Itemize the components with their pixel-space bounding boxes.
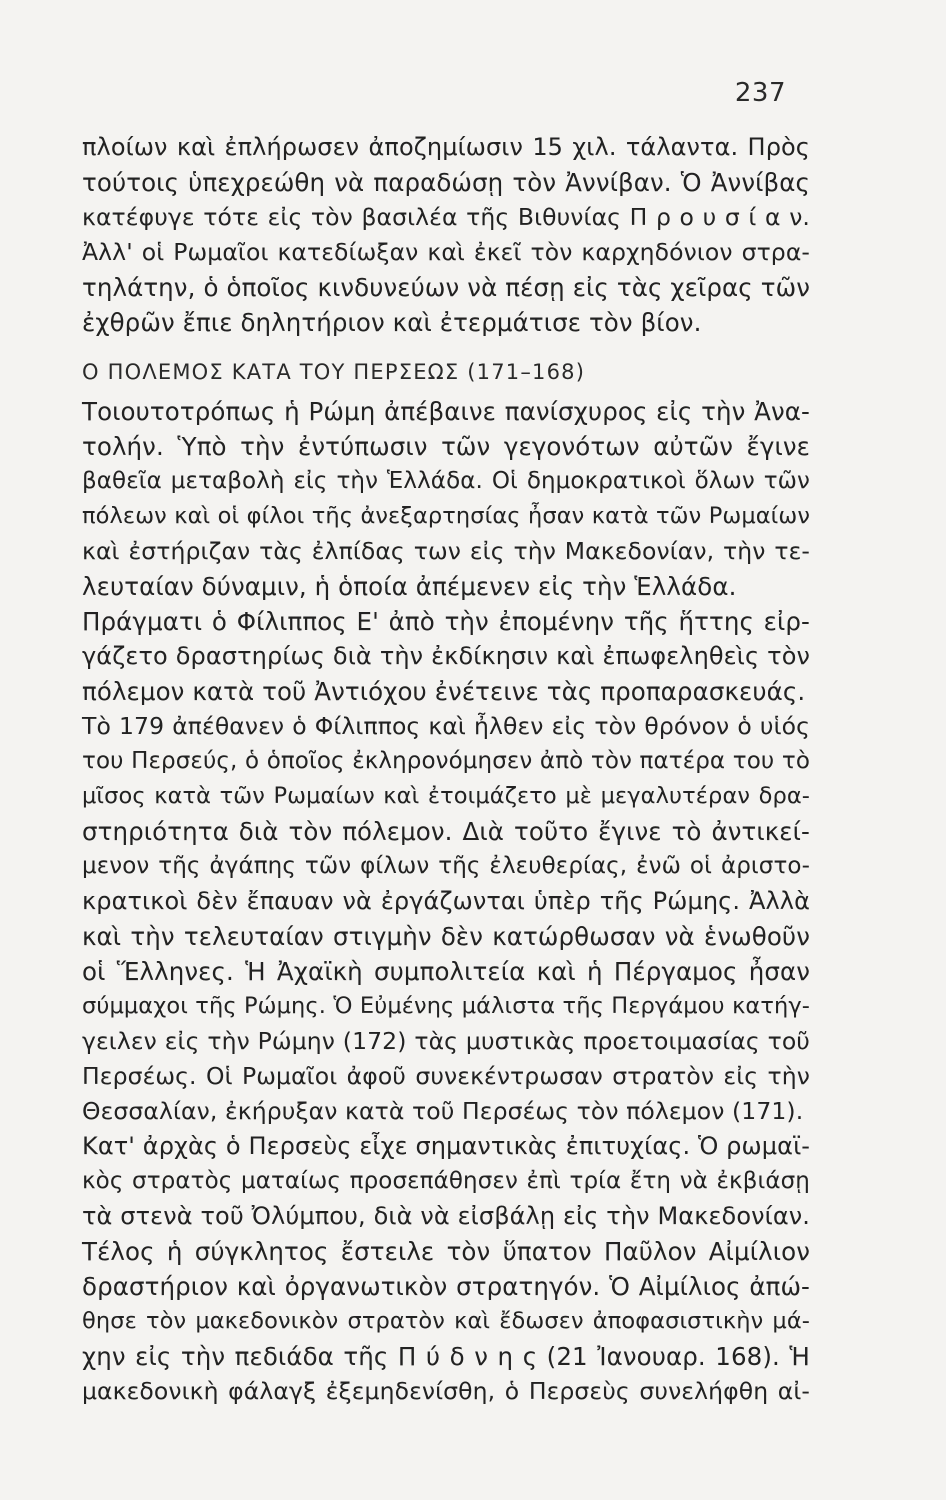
text-line: πόλεμον κατὰ τοῦ Ἀντιόχου ἐνέτεινε τὰς προπαρασκευάς. — [82, 677, 806, 706]
text-line: Κατ' ἀρχὰς ὁ Περσεὺς εἶχε σημαντικὰς ἐπιτυχίας. Ὁ ρωμαϊ- — [82, 1132, 810, 1160]
text-line: ἐχθρῶν ἔπιε δηλητήριον καὶ ἐτερμάτισε τὸν βίον. — [82, 308, 702, 337]
text-line: Θεσσαλίαν, ἐκήρυξαν κατὰ τοῦ Περσέως τὸν πόλεμον (171). — [82, 1097, 804, 1125]
text-line: οἱ Ἕλληνες. Ἡ Ἀχαϊκὴ συμπολιτεία καὶ ἡ Πέργαμος ἦσαν — [82, 957, 810, 986]
text-line: Περσέως. Οἱ Ρωμαῖοι ἀφοῦ συνεκέντρωσαν στρατὸν εἰς τὴν — [82, 1062, 810, 1090]
text-line: σύμμαχοι τῆς Ρώμης. Ὁ Εὐμένης μάλιστα τῆς Περγάμου κατήγ- — [82, 993, 810, 1019]
text-line: τηλάτην, ὁ ὁποῖος κινδυνεύων νὰ πέσῃ εἰς τὰς χεῖρας τῶν — [82, 273, 810, 302]
text-line: λευταίαν δύναμιν, ἡ ὁποία ἀπέμενεν εἰς τὴν Ἑλλάδα. — [82, 572, 737, 601]
text-line: του Περσεύς, ὁ ὁποῖος ἐκληρονόμησεν ἀπὸ τὸν πατέρα του τὸ — [82, 748, 810, 774]
text-line: κὸς στρατὸς ματαίως προσεπάθησεν ἐπὶ τρία ἔτη νὰ ἐκβιάσῃ — [82, 1168, 810, 1194]
text-line: Ἀλλ' οἱ Ρωμαῖοι κατεδίωξαν καὶ ἐκεῖ τὸν καρχηδόνιον στρα- — [82, 238, 810, 266]
text-line: πόλεων καὶ οἱ φίλοι τῆς ἀνεξαρτησίας ἦσαν κατὰ τῶν Ρωμαίων — [82, 503, 810, 529]
text-line: δραστήριον καὶ ὀργανωτικὸν στρατηγόν. Ὁ Αἰμίλιος ἀπώ- — [82, 1272, 810, 1301]
page-number: 237 — [734, 78, 786, 108]
text-line: βαθεῖα μεταβολὴ εἰς τὴν Ἑλλάδα. Οἱ δημοκρατικοὶ ὅλων τῶν — [82, 468, 810, 494]
section-heading: Ο ΠΟΛΕΜΟΣ ΚΑΤΑ ΤΟΥ ΠΕΡΣΕΩΣ (171–168) — [82, 360, 586, 384]
text-line: κρατικοὶ δὲν ἔπαυαν νὰ ἐργάζωνται ὑπὲρ τῆς Ρώμης. Ἀλλὰ — [82, 887, 810, 915]
text-line: καὶ τὴν τελευταίαν στιγμὴν δὲν κατώρθωσαν νὰ ἑνωθοῦν — [82, 922, 810, 951]
text-line: χην εἰς τὴν πεδιάδα τῆς Π ύ δ ν η ς (21 Ἰανουαρ. 168). Ἡ — [82, 1342, 810, 1371]
paragraph-block-2 — [82, 394, 810, 1409]
text-line: Τὸ 179 ἀπέθανεν ὁ Φίλιππος καὶ ἦλθεν εἰς τὸν θρόνον ὁ υἱός — [82, 712, 810, 740]
paragraph-block-1 — [82, 130, 810, 340]
text-line: μενον τῆς ἀγάπης τῶν φίλων τῆς ἐλευθερίας, ἐνῶ οἱ ἀριστο- — [82, 853, 810, 879]
text-line: γάζετο δραστηρίως διὰ τὴν ἐκδίκησιν καὶ ἐπωφεληθεὶς τὸν — [82, 642, 810, 670]
text-line: γειλεν εἰς τὴν Ρώμην (172) τὰς μυστικὰς προετοιμασίας τοῦ — [82, 1027, 810, 1055]
text-line: στηριότητα διὰ τὸν πόλεμον. Διὰ τοῦτο ἔγινε τὸ ἀντικεί- — [82, 817, 810, 846]
text-line: Τοιουτοτρόπως ἡ Ρώμη ἀπέβαινε πανίσχυρος εἰς τὴν Ἀνα- — [82, 397, 810, 426]
text-line: κατέφυγε τότε εἰς τὸν βασιλέα τῆς Βιθυνίας Π ρ ο υ σ ί α ν. — [82, 203, 810, 231]
text-line: τὰ στενὰ τοῦ Ὀλύμπου, διὰ νὰ εἰσβάλῃ εἰς τὴν Μακεδονίαν. — [82, 1202, 810, 1230]
text-line: τολήν. Ὑπὸ τὴν ἐντύπωσιν τῶν γεγονότων αὐτῶν ἔγινε — [82, 432, 810, 461]
text-line: θησε τὸν μακεδονικὸν στρατὸν καὶ ἔδωσεν ἀποφασιστικὴν μά- — [82, 1308, 810, 1334]
text-line: μῖσος κατὰ τῶν Ρωμαίων καὶ ἐτοιμάζετο μὲ μεγαλυτέραν δρα- — [82, 783, 810, 809]
text-line: Τέλος ἡ σύγκλητος ἔστειλε τὸν ὕπατον Παῦλον Αἰμίλιον — [82, 1237, 810, 1266]
text-line: μακεδονικὴ φάλαγξ ἐξεμηδενίσθη, ὁ Περσεὺς συνελήφθη αἰ- — [82, 1377, 810, 1405]
text-line: τούτοις ὑπεχρεώθη νὰ παραδώσῃ τὸν Ἀννίβαν. Ὁ Ἀννίβας — [82, 168, 810, 197]
text-line: πλοίων καὶ ἐπλήρωσεν ἀποζημίωσιν 15 χιλ. τάλαντα. Πρὸς — [82, 133, 810, 161]
text-line: καὶ ἐστήριζαν τὰς ἐλπίδας των εἰς τὴν Μακεδονίαν, τὴν τε- — [82, 537, 810, 565]
text-line: Πράγματι ὁ Φίλιππος Ε' ἀπὸ τὴν ἐπομένην τῆς ἥττης εἰρ- — [82, 607, 810, 636]
